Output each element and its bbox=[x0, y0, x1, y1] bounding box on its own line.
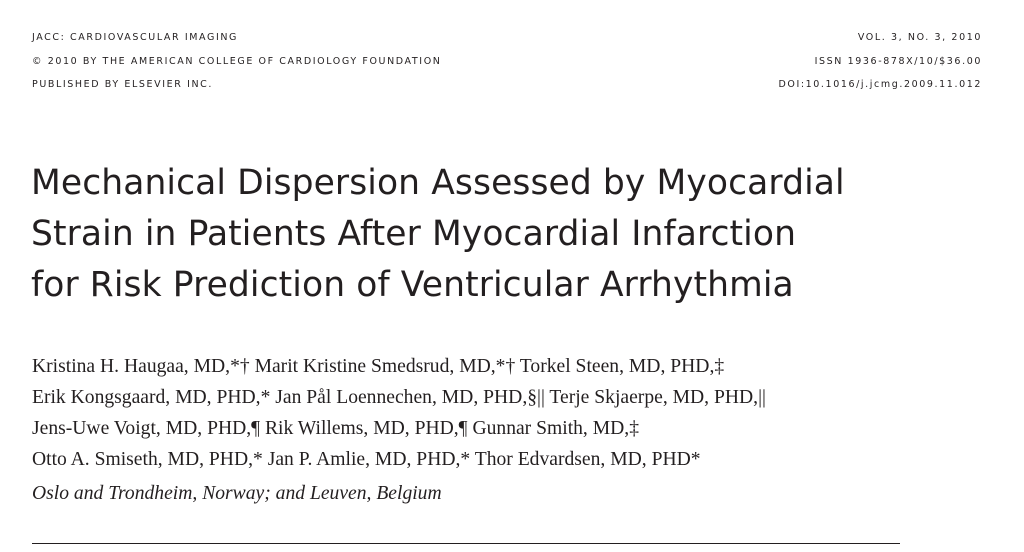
doi-link[interactable]: DOI:10.1016/j.jcmg.2009.11.012 bbox=[778, 79, 982, 90]
divider-rule bbox=[32, 543, 900, 544]
journal-name: JACC: CARDIOVASCULAR IMAGING bbox=[32, 32, 239, 43]
author-line: Otto A. Smiseth, MD, PHD,* Jan P. Amlie, MD, PHD,* Thor Edvardsen, MD, PHD* bbox=[32, 449, 701, 470]
title-line: for Risk Prediction of Ventricular Arrhythmia bbox=[31, 265, 794, 305]
volume-info: VOL. 3, NO. 3, 2010 bbox=[857, 32, 982, 43]
issn-line: ISSN 1936-878X/10/$36.00 bbox=[814, 56, 982, 67]
title-line: Strain in Patients After Myocardial Infarction bbox=[31, 214, 797, 254]
copyright-line: © 2010 BY THE AMERICAN COLLEGE OF CARDIOLOGY FOUNDATION bbox=[32, 56, 442, 67]
author-line: Erik Kongsgaard, MD, PHD,* Jan Pål Loennechen, MD, PHD,§|| Terje Skjaerpe, MD, PHD,|| bbox=[32, 387, 766, 408]
author-line: Kristina H. Haugaa, MD,*† Marit Kristine Smedsrud, MD,*† Torkel Steen, MD, PHD,‡ bbox=[32, 356, 725, 377]
article-title bbox=[31, 158, 991, 311]
publisher-line: PUBLISHED BY ELSEVIER INC. bbox=[32, 79, 214, 90]
author-line: Jens-Uwe Voigt, MD, PHD,¶ Rik Willems, MD, PHD,¶ Gunnar Smith, MD,‡ bbox=[32, 418, 639, 439]
author-list bbox=[32, 351, 992, 475]
affiliation: Oslo and Trondheim, Norway; and Leuven, Belgium bbox=[32, 483, 442, 504]
title-line: Mechanical Dispersion Assessed by Myocardial bbox=[31, 163, 845, 203]
